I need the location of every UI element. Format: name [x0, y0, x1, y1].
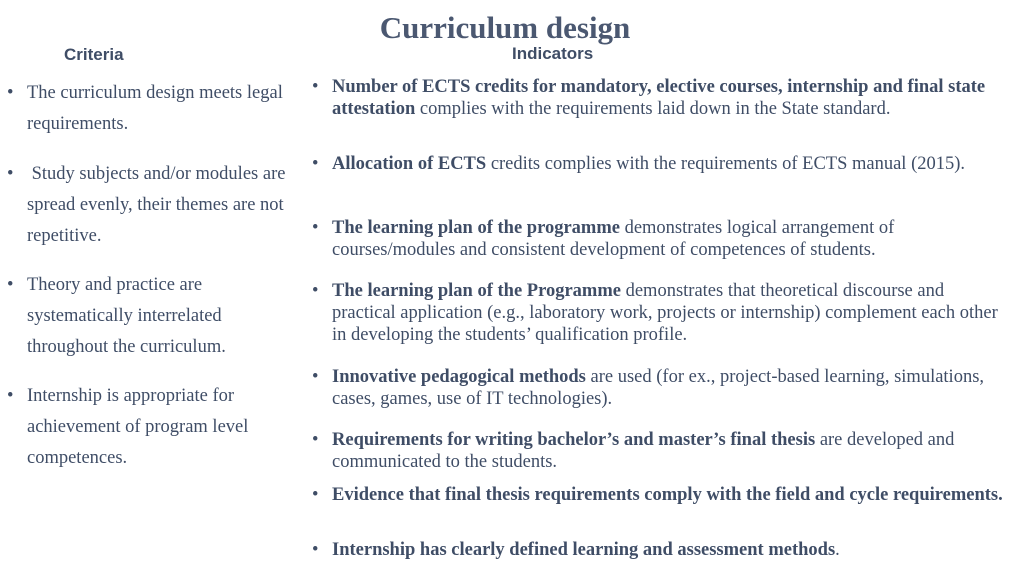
- criteria-item: [7, 381, 297, 474]
- indicator-item: [312, 153, 1007, 175]
- indicator-bold-text: Allocation of ECTS: [332, 154, 487, 174]
- bullet-icon: •: [7, 386, 14, 406]
- bullet-icon: •: [7, 83, 14, 103]
- indicator-bold-text: Internship has clearly defined learning and assessment methods: [332, 540, 836, 560]
- bullet-icon: •: [312, 218, 319, 238]
- bullet-icon: •: [312, 430, 319, 450]
- bullet-icon: •: [312, 540, 319, 560]
- indicator-item: [312, 484, 1007, 506]
- indicator-bold-text: The learning plan of the Programme: [332, 281, 621, 301]
- criteria-item-text: Internship is appropriate for achievement of program level competences.: [27, 386, 249, 468]
- indicator-rest-text: demonstrates that theoretical discourse and practical application (e.g., laboratory work, projects or internship) complement each other in developing the students’ qualification profile.: [332, 281, 998, 345]
- indicator-rest-text: are developed and communicated to the students.: [332, 430, 955, 472]
- bullet-icon: •: [312, 154, 319, 174]
- indicator-rest-text: credits complies with the requirements of ECTS manual (2015).: [486, 154, 966, 174]
- bullet-icon: •: [312, 281, 319, 301]
- criteria-item: [7, 78, 297, 140]
- indicator-rest-text: .: [835, 540, 840, 560]
- bullet-icon: •: [7, 275, 14, 295]
- criteria-item-text: Theory and practice are systematically interrelated throughout the curriculum.: [27, 275, 226, 357]
- indicator-bold-text: The learning plan of the programme: [332, 218, 620, 238]
- criteria-item: [7, 159, 297, 252]
- indicator-item: [312, 429, 1007, 473]
- indicator-bold-text: Requirements for writing bachelor’s and master’s final thesis: [332, 430, 816, 450]
- bullet-icon: •: [7, 164, 14, 184]
- indicator-bold-text: Evidence that final thesis requirements comply with the field and cycle requirements.: [332, 485, 1003, 505]
- indicator-rest-text: complies with the requirements laid down in the State standard.: [415, 99, 891, 119]
- indicator-rest-text: are used (for ex., project-based learning, simulations, cases, games, use of IT technologies).: [332, 367, 985, 409]
- indicator-rest-text: demonstrates logical arrangement of courses/modules and consistent development of competences of students.: [332, 218, 895, 260]
- bullet-icon: •: [312, 77, 319, 97]
- indicator-item: [312, 366, 1007, 410]
- indicator-bold-text: Innovative pedagogical methods: [332, 367, 586, 387]
- indicator-item: [312, 280, 1007, 346]
- criteria-item-text: The curriculum design meets legal requirements.: [27, 83, 283, 134]
- indicators-heading: Indicators: [512, 44, 594, 63]
- indicator-item: [312, 76, 1007, 120]
- bullet-icon: •: [312, 367, 319, 387]
- criteria-item-text: Study subjects and/or modules are spread evenly, their themes are not repetitive.: [27, 164, 291, 246]
- indicator-item: [312, 217, 1007, 261]
- bullet-icon: •: [312, 485, 319, 505]
- indicator-bold-text: Number of ECTS credits for mandatory, elective courses, internship and final state attestation: [332, 77, 986, 119]
- criteria-item: [7, 270, 297, 363]
- slide-title: Curriculum design: [379, 10, 631, 45]
- indicator-item: [312, 539, 1007, 561]
- criteria-heading: Criteria: [64, 45, 124, 64]
